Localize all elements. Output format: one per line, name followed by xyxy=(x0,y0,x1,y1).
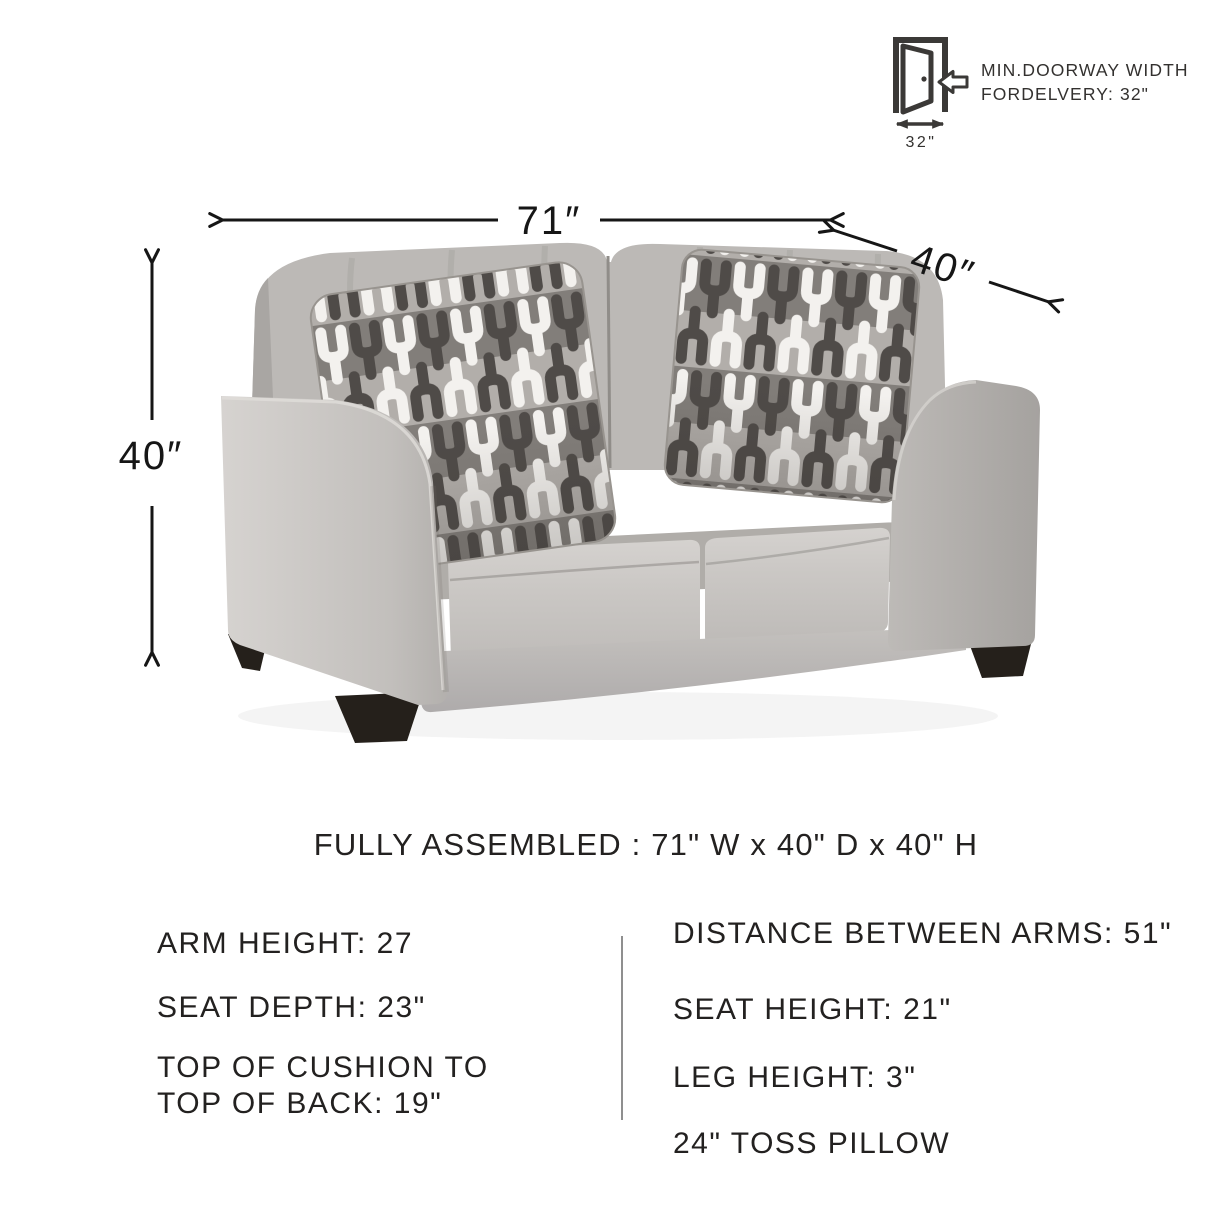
throw-pillow-right xyxy=(663,248,921,504)
depth-arrow xyxy=(989,282,1049,302)
spec-leg-height: LEG HEIGHT: 3" xyxy=(673,1061,917,1094)
doorway-width-label: 32" xyxy=(905,134,937,151)
backrest-center-seam xyxy=(608,256,610,468)
doorway-caption-line1: MIN.DOORWAY WIDTH xyxy=(981,60,1189,80)
width-dimension xyxy=(222,199,831,243)
seat-cushion-right xyxy=(705,528,890,646)
doorway-caption-line2: FORDELVERY: 32" xyxy=(981,84,1149,104)
sofa-illustration xyxy=(221,243,1040,743)
spec-distance-between-arms: DISTANCE BETWEEN ARMS: 51" xyxy=(673,917,1173,950)
spec-arm-height: ARM HEIGHT: 27 xyxy=(157,927,414,960)
assembled-dimensions-title: FULLY ASSEMBLED : 71" W x 40" D x 40" H xyxy=(313,827,979,862)
spec-cushion-to-back: TOP OF CUSHION TO TOP OF BACK: 19" xyxy=(157,1051,489,1120)
width-dimension-label: 71″ xyxy=(516,199,582,243)
height-dimension xyxy=(119,262,184,653)
height-dimension-label: 40″ xyxy=(118,434,184,478)
spec-seat-depth: SEAT DEPTH: 23" xyxy=(157,991,426,1024)
depth-arrow xyxy=(833,230,897,251)
door-icon xyxy=(896,40,967,113)
depth-dimension-label: 40″ xyxy=(905,235,981,299)
spec-toss-pillow: 24" TOSS PILLOW xyxy=(673,1127,951,1160)
spec-divider xyxy=(621,936,623,1120)
doorway-delivery-note xyxy=(896,40,1189,151)
spec-seat-height: SEAT HEIGHT: 21" xyxy=(673,993,952,1026)
